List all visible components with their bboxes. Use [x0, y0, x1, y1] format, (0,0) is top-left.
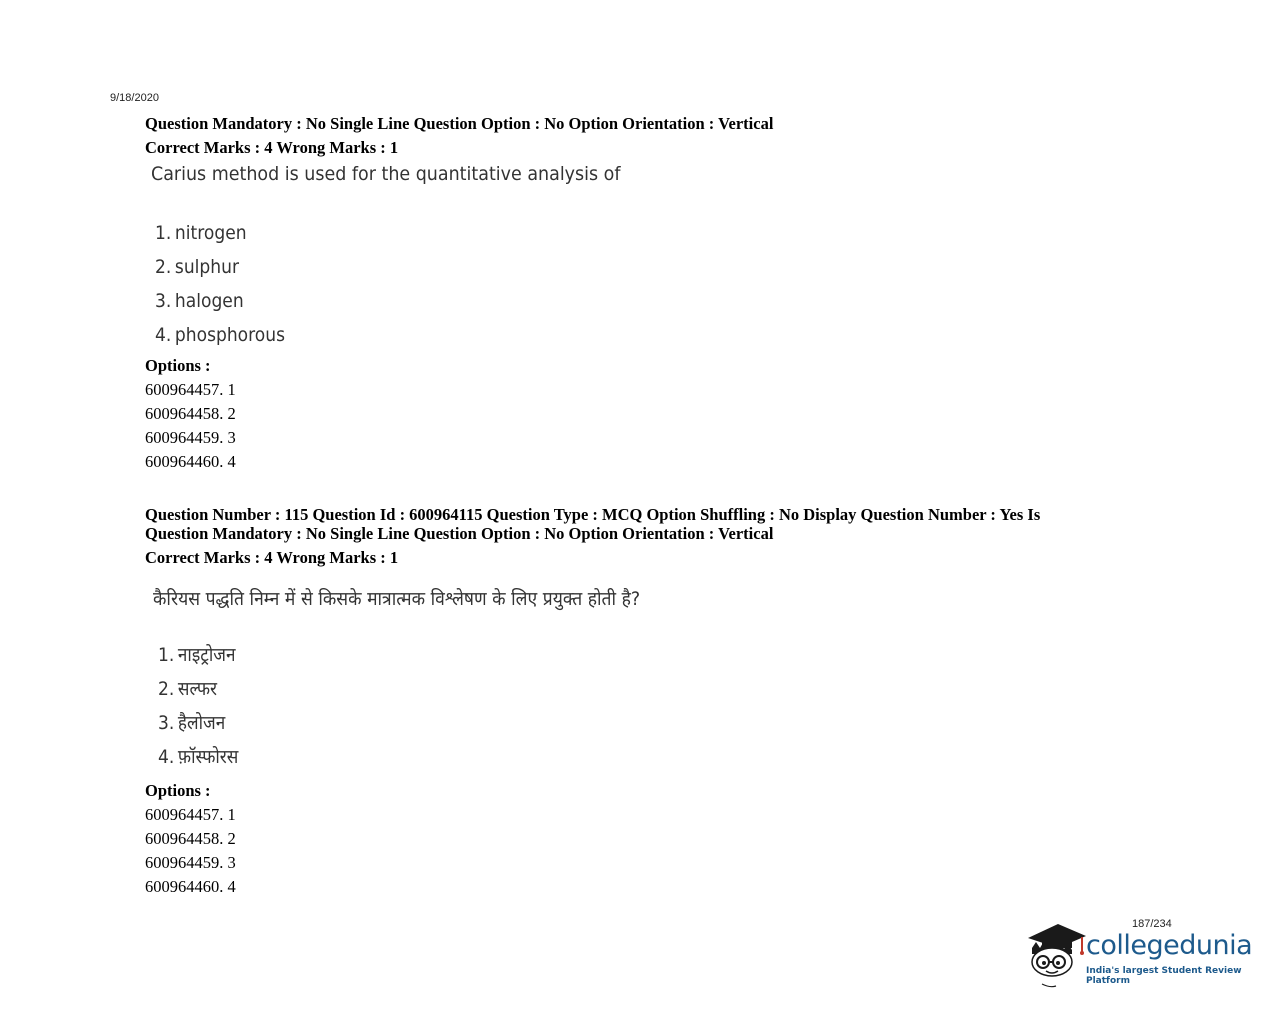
q115-options-label: Options :	[145, 781, 211, 800]
collegedunia-logo-text: collegedunia	[1086, 930, 1253, 961]
q115-marks: Correct Marks : 4 Wrong Marks : 1	[145, 548, 399, 567]
option-id: 600964459. 3	[145, 853, 236, 872]
option-id: 600964460. 4	[145, 877, 236, 896]
option-id: 600964460. 4	[145, 452, 236, 471]
choice-item: 1. नाइट्रोजन	[158, 644, 236, 666]
page-number: 187/234	[1132, 918, 1172, 930]
q115-meta-line-2: Question Mandatory : No Single Line Question Option : No Option Orientation : Vertical	[145, 524, 774, 543]
q114-question-text: Carius method is used for the quantitative analysis of	[151, 163, 621, 185]
choice-item: 3. हैलोजन	[158, 712, 226, 734]
choice-item: 3. halogen	[155, 290, 244, 312]
q114-options-list	[145, 380, 236, 476]
option-id: 600964459. 3	[145, 428, 236, 447]
q114-marks: Correct Marks : 4 Wrong Marks : 1	[145, 138, 399, 157]
option-id: 600964458. 2	[145, 829, 236, 848]
choice-item: 2. sulphur	[155, 256, 239, 278]
collegedunia-tagline: India's largest Student Review Platform	[1086, 966, 1242, 986]
choice-item: 1. nitrogen	[155, 222, 247, 244]
q114-meta-line-2: Question Mandatory : No Single Line Question Option : No Option Orientation : Vertical	[145, 114, 774, 133]
q115-options-list	[145, 805, 236, 901]
choice-item: 4. फ़ॉस्फोरस	[158, 746, 239, 768]
q114-options-label: Options :	[145, 356, 211, 375]
q114-choices	[155, 221, 299, 357]
q115-choices	[158, 643, 247, 779]
print-date: 9/18/2020	[110, 92, 159, 104]
q115-meta-line-1: Question Number : 115 Question Id : 600964115 Question Type : MCQ Option Shuffling : No Display Question Number : Yes Is	[145, 505, 1041, 524]
option-id: 600964457. 1	[145, 380, 236, 399]
q115-question-text: कैरियस पद्धति निम्न में से किसके मात्रात्मक विश्लेषण के लिए प्रयुक्त होती है?	[153, 588, 641, 610]
choice-item: 4. phosphorous	[155, 324, 286, 346]
option-id: 600964458. 2	[145, 404, 236, 423]
choice-item: 2. सल्फर	[158, 678, 218, 700]
option-id: 600964457. 1	[145, 805, 236, 824]
